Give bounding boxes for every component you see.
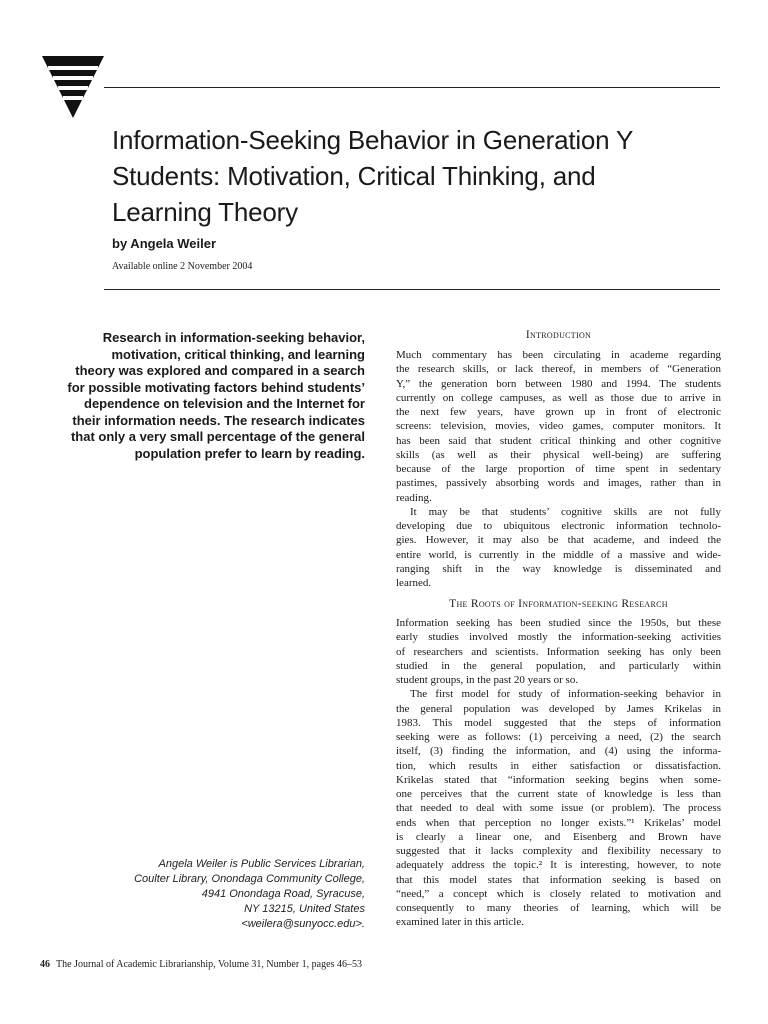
body-line: gies. However, it may also be that academe, and indeed the [396,534,721,547]
body-line: seeking were as follows: (1) perceiving a need, (2) the search [396,731,721,743]
body-line: It may be that students’ cognitive skills are not fully [410,505,721,518]
available-online-date: Available online 2 November 2004 [112,261,253,272]
body-line: the general population was developed by James Krikelas in [396,702,721,715]
affiliation-line: 4941 Onondaga Road, Syracuse, [201,888,365,900]
title-line: Information-Seeking Behavior in Generation Y [112,125,634,155]
title-line: Learning Theory [112,197,298,227]
abstract-line: theory was explored and compared in a search [75,363,365,378]
body-line: because of the large proportion of time spent in sedentary [396,463,721,475]
body-line: reading. [396,491,432,504]
body-line: early studies involved mostly the information-seeking activities [396,631,721,644]
affiliation-line: NY 13215, United States [244,903,365,915]
body-line: one perceives that the current state of knowledge is less than [396,788,721,800]
author-affiliation [90,857,365,932]
body-line: Much commentary has been circulating in academe regarding [396,349,721,361]
body-line: studied in the general population, and particularly within [396,659,721,672]
body-line: student groups, in the past 20 years or so. [396,674,579,686]
body-line: The first model for study of information-seeking behavior in [410,688,721,701]
body-line: that needed to deal with some issue (or problem). The process [396,802,721,815]
body-line: is clearly a linear one, and Eisenberg and Brown have [396,830,721,843]
journal-logo-icon [40,52,106,120]
body-line: suggested that it lacks complexity and flexibility necessary to [396,845,721,857]
page-number: 46 [40,959,50,970]
body-line: skills (as well as their physical well-being) are suffering [396,448,721,461]
body-line: ends when that perception no longer exists.”¹ Krikelas’ model [396,816,721,829]
page-footer [40,959,362,970]
title-divider-rule [104,289,720,290]
section-heading-introduction: Introduction [525,329,592,341]
journal-citation: The Journal of Academic Librarianship, Volume 31, Number 1, pages 46–53 [56,959,362,970]
body-line: the research skills, or lack thereof, in members of “Generation [396,363,721,376]
body-line: 1983. This model suggested that the steps of information [396,716,721,729]
body-line: of researchers and scientists. Information seeking has only been [396,645,721,658]
article-title [112,122,712,230]
body-line: currently on college campuses, as well as those due to arrive in [396,391,721,404]
abstract-line: population prefer to learn by reading. [134,445,365,461]
body-line: tion, which results in either satisfaction or dissatisfaction. [396,759,721,772]
header-rule [104,87,720,88]
section-heading-roots: The Roots of Information-seeking Research [449,598,668,610]
affiliation-email[interactable]: <weilera@sunyocc.edu>. [241,918,365,930]
roots-body [396,616,721,930]
abstract-line: Research in information-seeking behavior, [102,330,365,345]
body-line: consequently to many theories of learning, which will be [396,902,721,914]
body-line: entire world, is currently in the middle of a massive and wide- [396,548,721,561]
abstract [30,330,365,462]
affiliation-line: Angela Weiler is Public Services Librarian, [158,858,365,870]
body-line: learned. [396,577,432,589]
body-line: Information seeking has been studied since the 1950s, but these [396,617,721,629]
body-line: examined later in this article. [396,916,524,929]
body-line: has been said that student critical thinking and other cognitive [396,434,721,447]
body-line: Krikelas stated that “information seeking begins when some- [396,773,721,786]
abstract-line: for possible motivating factors behind students’ [67,379,365,395]
body-line: screens: television, movies, video games, computer monitors. It [396,420,721,433]
abstract-line: dependence on television and the Internet for [84,396,365,411]
title-line: Students: Motivation, Critical Thinking, and [112,161,596,191]
body-line: pastimes, passively absorbing words and images, rather than in [396,477,721,490]
abstract-line: that only a very small percentage of the general [70,429,365,444]
affiliation-line: Coulter Library, Onondaga Community College, [134,873,365,885]
body-line: itself, (3) finding the information, and (4) using the informa- [396,745,721,758]
body-line: ranging shift in the way knowledge is disseminated and [396,562,721,575]
author-byline: by Angela Weiler [112,236,217,251]
body-line: developing due to ubiquitous electronic information technolo- [396,520,721,532]
body-line: that this model states that information seeking is based on [396,873,721,886]
body-line: the next few years, have grown up in front of electronic [396,406,721,418]
body-line: adequately address the topic.² It is interesting, however, to note [396,859,721,872]
introduction-body [396,348,721,590]
body-line: “need,” a concept which is closely related to motivation and [396,887,721,900]
body-line: Y,” the generation born between 1980 and 1994. The students [396,377,721,390]
abstract-line: their information needs. The research indicates [72,412,365,428]
abstract-line: motivation, critical thinking, and learning [111,346,365,362]
